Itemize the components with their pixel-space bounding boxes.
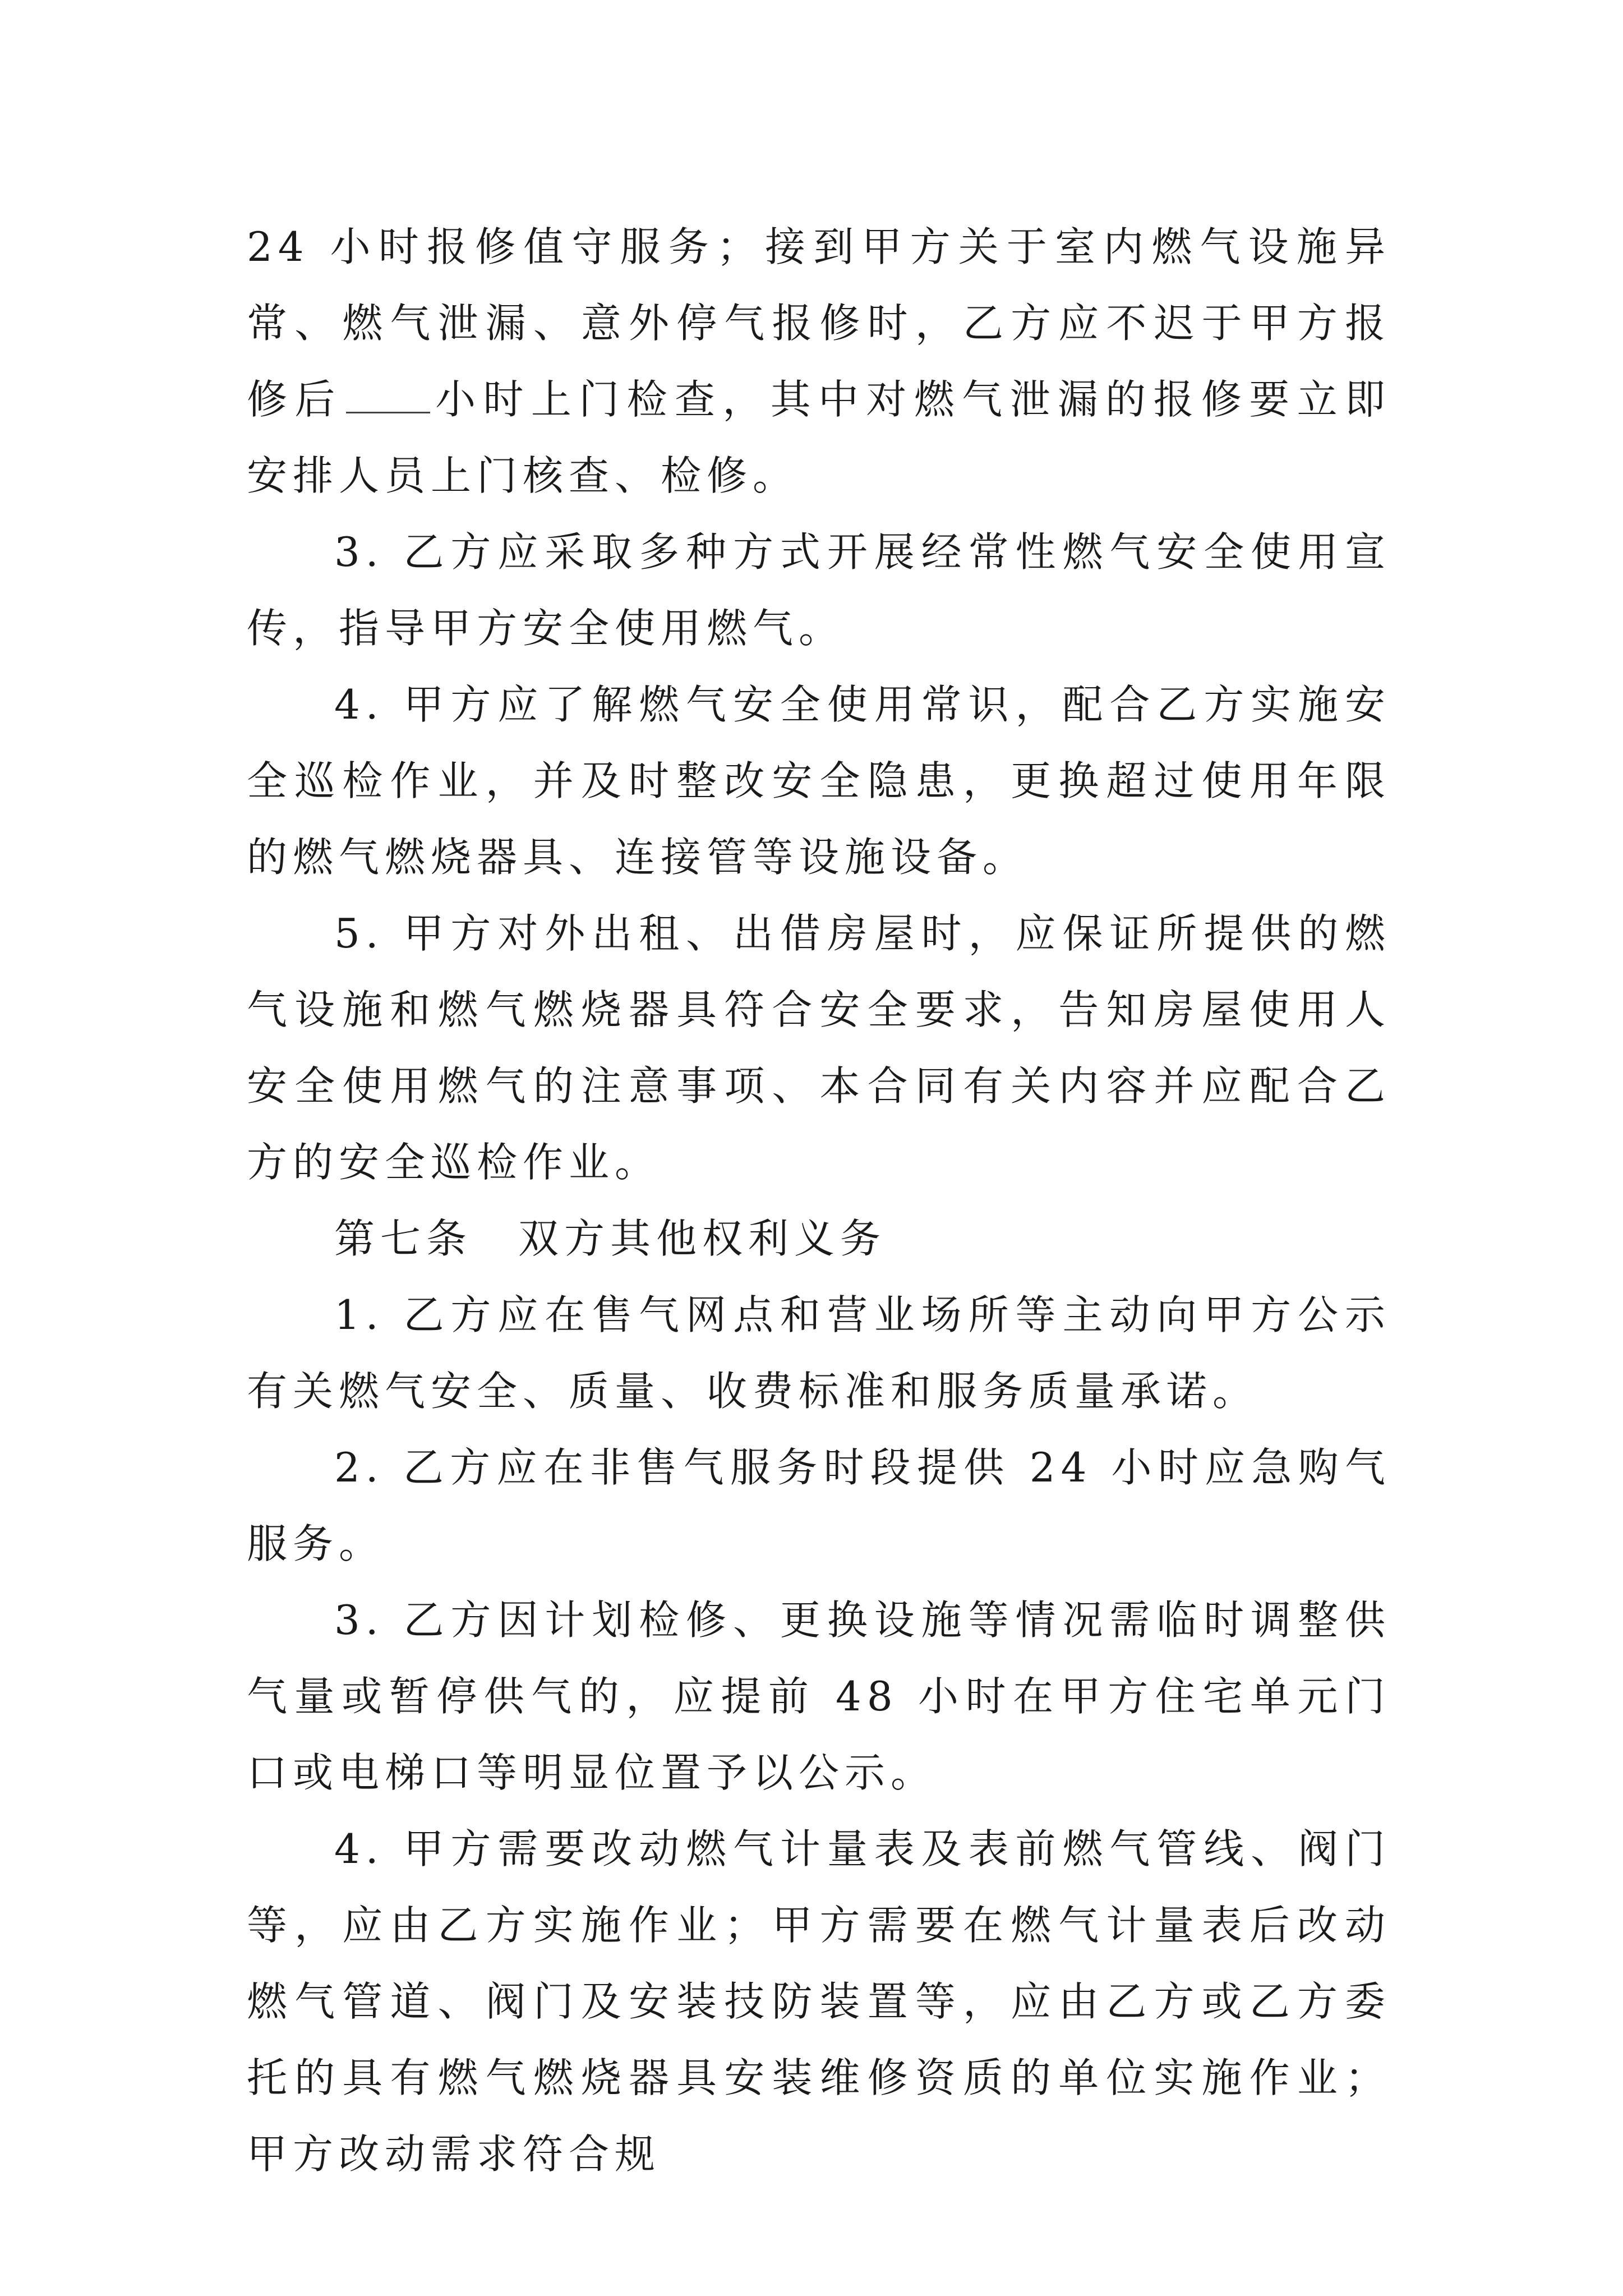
paragraph-emergency-gas-purchase: 2. 乙方应在非售气服务时段提供 24 小时应急购气服务。 — [247, 1444, 1391, 1567]
hours-blank-field — [346, 378, 430, 413]
paragraph-repair-service — [247, 209, 1391, 514]
paragraph-public-disclosure: 1. 乙方应在售气网点和营业场所等主动向甲方公示有关燃气安全、质量、收费标准和服务质量承诺。 — [247, 1291, 1391, 1415]
article-7-heading: 第七条 双方其他权利义务 — [334, 1215, 887, 1262]
document-body — [247, 209, 1391, 2192]
paragraph-supply-adjustment-notice: 3. 乙方因计划检修、更换设施等情况需临时调整供气量或暂停供气的，应提前 48 小时在甲方住宅单元门口或电梯口等明显位置予以公示。 — [247, 1596, 1391, 1796]
paragraph-party-a-safety-knowledge: 4. 甲方应了解燃气安全使用常识，配合乙方实施安全巡检作业，并及时整改安全隐患，更换超过使用年限的燃气燃烧器具、连接管等设施设备。 — [247, 681, 1391, 881]
paragraph-meter-modification: 4. 甲方需要改动燃气计量表及表前燃气管线、阀门等，应由乙方实施作业；甲方需要在燃气计量表后改动燃气管道、阀门及安装技防装置等，应由乙方或乙方委托的具有燃气燃烧器具安装维修资质的单位实施作业；甲方改动需求符合规 — [247, 1825, 1391, 2178]
paragraph-safety-publicity: 3. 乙方应采取多种方式开展经常性燃气安全使用宣传，指导甲方安全使用燃气。 — [247, 528, 1391, 652]
paragraph-rental-obligations: 5. 甲方对外出租、出借房屋时，应保证所提供的燃气设施和燃气燃烧器具符合安全要求，告知房屋使用人安全使用燃气的注意事项、本合同有关内容并应配合乙方的安全巡检作业。 — [247, 910, 1391, 1186]
repair-service-text-end: 小时上门检查，其中对燃气泄漏的报修要立即安排人员上门核查、检修。 — [247, 376, 1391, 499]
repair-service-text-start: 24 小时报修值守服务；接到甲方关于室内燃气设施异常、燃气泄漏、意外停气报修时，乙方应不迟于甲方报修后 — [247, 223, 1391, 423]
